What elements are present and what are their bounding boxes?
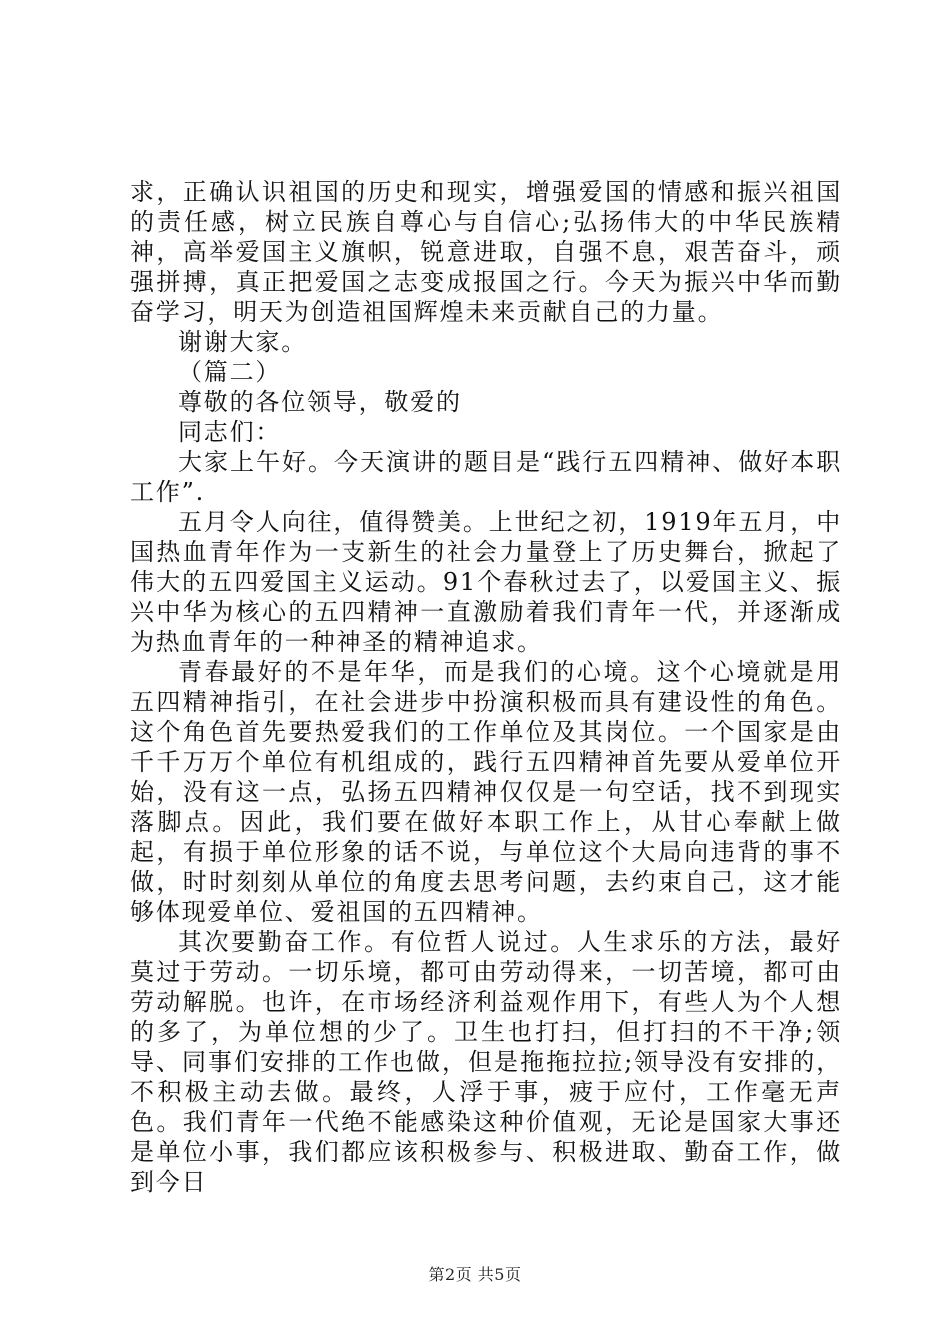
- document-body: [130, 177, 842, 1197]
- section-heading: （篇二）: [178, 358, 282, 386]
- paragraph-greeting: 大家上午好。今天演讲的题目是“践行五四精神、做好本职工作”.: [130, 448, 842, 506]
- paragraph-youth: 青春最好的不是年华，而是我们的心境。这个心境就是用五四精神指引，在社会进步中扮演积极而具有建设性的角色。这个角色首先要热爱我们的工作单位及其岗位。一个国家是由千千万万个单位有机组成的，践行五四精神首先要从爱单位开始，没有这一点，弘扬五四精神仅仅是一句空话，找不到现实落脚点。因此，我们要在做好本职工作上，从甘心奉献上做起，有损于单位形象的话不说，与单位这个大局向违背的事不做，时时刻刻从单位的角度去思考问题，去约束自己，这才能够体现爱单位、爱祖国的五四精神。: [130, 658, 842, 926]
- paragraph-continuation: 求，正确认识祖国的历史和现实，增强爱国的情感和振兴祖国的责任感，树立民族自尊心与自信心;弘扬伟大的中华民族精神，高举爱国主义旗帜，锐意进取，自强不息，艰苦奋斗，顽强拼搏，真正把爱国之志变成报国之行。今天为振兴中华而勤奋学习，明天为创造祖国辉煌未来贡献自己的力量。: [130, 178, 842, 326]
- salutation-line-1: 尊敬的各位领导，敬爱的: [178, 388, 462, 416]
- paragraph-diligence: 其次要勤奋工作。有位哲人说过。人生求乐的方法，最好莫过于劳动。一切乐境，都可由劳动得来，一切苦境，都可由劳动解脱。也许，在市场经济利益观作用下，有些人为个人想的多了，为单位想的少了。卫生也打扫，但打扫的不干净;领导、同事们安排的工作也做，但是拖拖拉拉;领导没有安排的，不积极主动去做。最终，人浮于事，疲于应付，工作毫无声色。我们青年一代绝不能感染这种价值观，无论是国家大事还是单位小事，我们都应该积极参与、积极进取、勤奋工作，做到今日: [130, 928, 842, 1196]
- page-number-footer: 第2页 共5页: [428, 1265, 522, 1284]
- paragraph-may-fourth: 五月令人向往，值得赞美。上世纪之初，1919年五月，中国热血青年作为一支新生的社会力量登上了历史舞台，掀起了伟大的五四爱国主义运动。91个春秋过去了，以爱国主义、振兴中华为核心的五四精神一直激励着我们青年一代，并逐渐成为热血青年的一种神圣的精神追求。: [130, 508, 842, 656]
- paragraph-thanks: 谢谢大家。: [178, 328, 307, 356]
- salutation-line-2: 同志们：: [178, 418, 282, 446]
